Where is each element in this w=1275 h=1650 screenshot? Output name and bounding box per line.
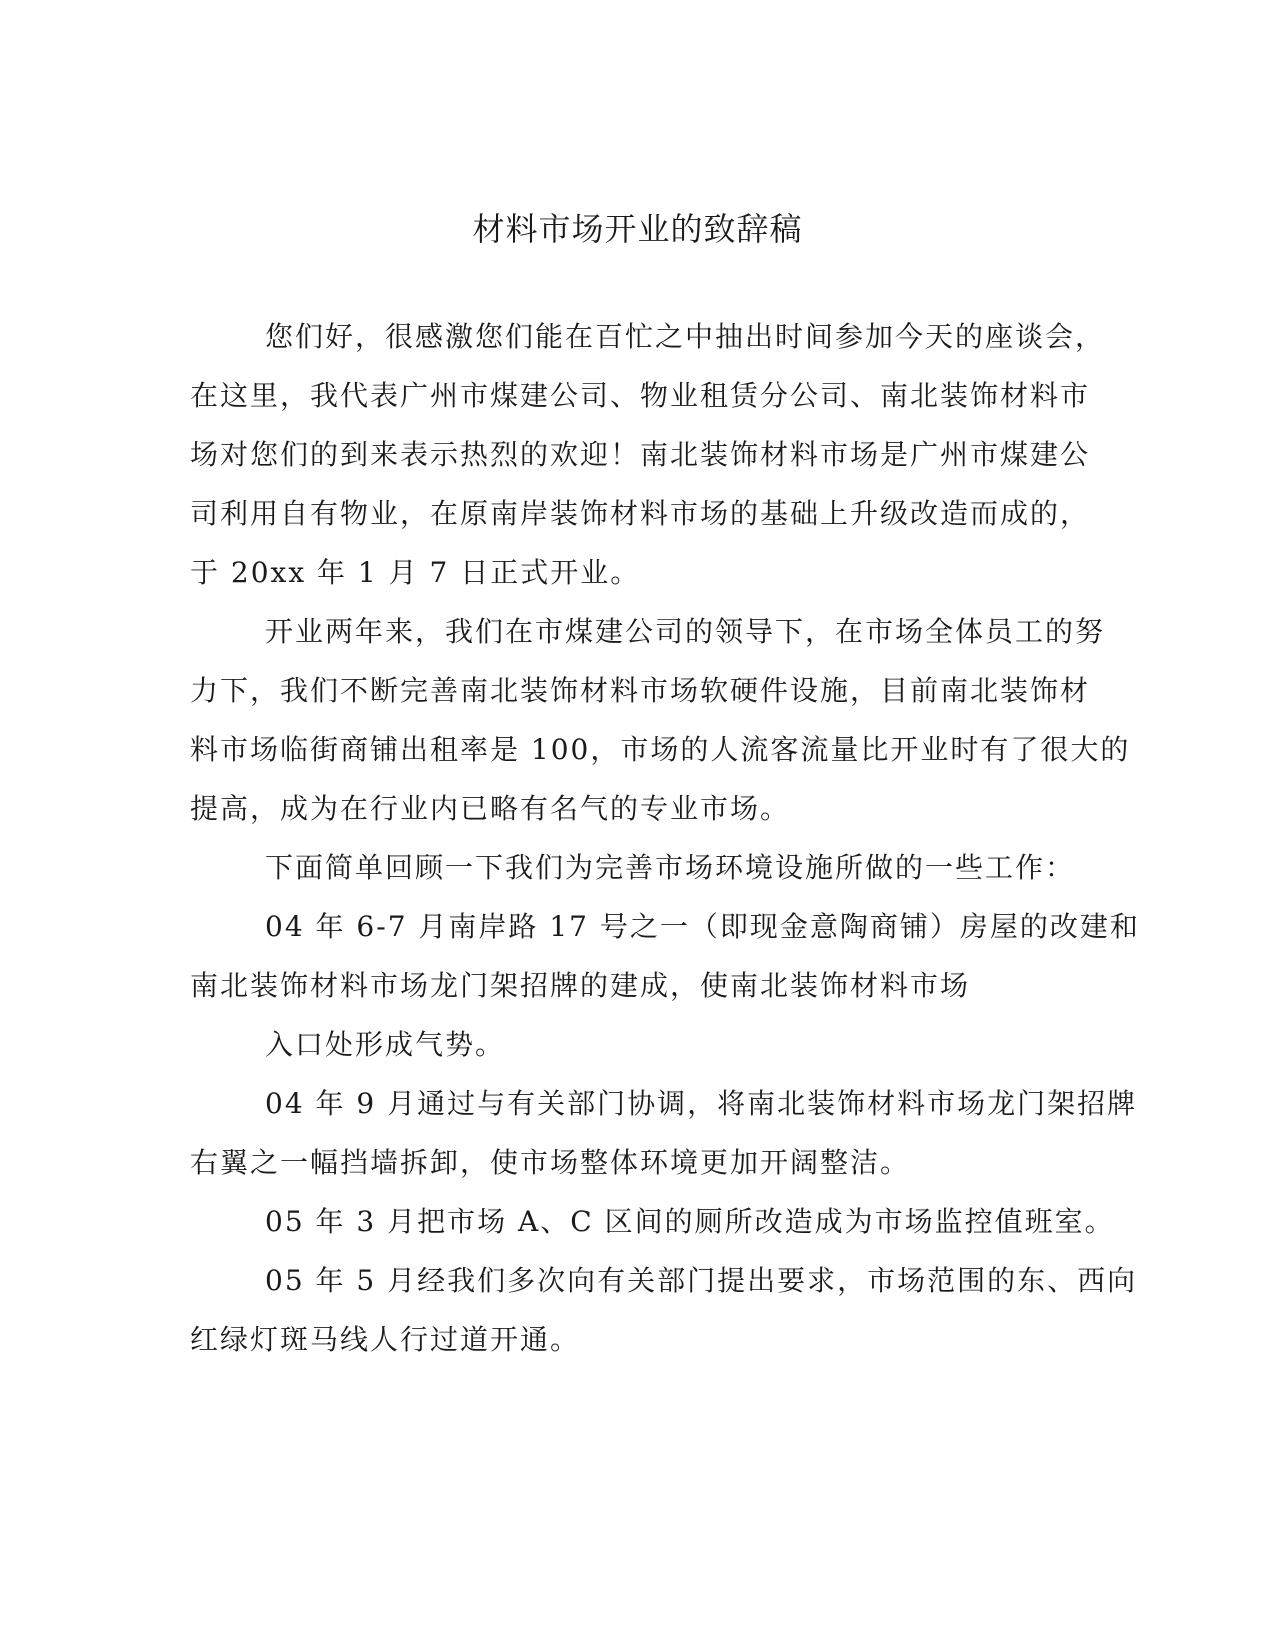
paragraph-2-line-4: 提高，成为在行业内已略有名气的专业市场。 (190, 792, 791, 825)
paragraph-6-line-2: 右翼之一幅挡墙拆卸，使市场整体环境更加开阔整洁。 (190, 1146, 911, 1179)
paragraph-5-line-1: 入口处形成气势。 (265, 1028, 506, 1061)
paragraph-1-line-3: 场对您们的到来表示热烈的欢迎！南北装饰材料市场是广州市煤建公 (190, 438, 1091, 471)
paragraph-1-line-1: 您们好，很感激您们能在百忙之中抽出时间参加今天的座谈会， (265, 320, 1106, 353)
paragraph-4-line-1: 04 年 6-7 月南岸路 17 号之一（即现金意陶商铺）房屋的改建和 (265, 910, 1140, 943)
paragraph-3-line-1: 下面简单回顾一下我们为完善市场环境设施所做的一些工作： (265, 851, 1076, 884)
paragraph-1-line-2: 在这里，我代表广州市煤建公司、物业租赁分公司、南北装饰材料市 (190, 379, 1091, 412)
paragraph-8-line-2: 红绿灯斑马线人行过道开通。 (190, 1323, 581, 1356)
paragraph-1-line-4: 司利用自有物业，在原南岸装饰材料市场的基础上升级改造而成的， (190, 497, 1091, 530)
paragraph-2-line-3: 料市场临街商铺出租率是 100，市场的人流客流量比开业时有了很大的 (190, 733, 1131, 766)
paragraph-1-line-5: 于 20xx 年 1 月 7 日正式开业。 (190, 556, 641, 589)
paragraph-7-line-1: 05 年 3 月把市场 A、C 区间的厕所改造成为市场监控值班室。 (265, 1205, 1115, 1238)
paragraph-6-line-1: 04 年 9 月通过与有关部门协调，将南北装饰材料市场龙门架招牌 (265, 1087, 1138, 1120)
document-title: 材料市场开业的致辞稿 (472, 210, 803, 248)
paragraph-2-line-2: 力下，我们不断完善南北装饰材料市场软硬件设施，目前南北装饰材 (190, 674, 1091, 707)
paragraph-2-line-1: 开业两年来，我们在市煤建公司的领导下，在市场全体员工的努 (265, 615, 1106, 648)
paragraph-8-line-1: 05 年 5 月经我们多次向有关部门提出要求，市场范围的东、西向 (265, 1264, 1138, 1297)
paragraph-4-line-2: 南北装饰材料市场龙门架招牌的建成，使南北装饰材料市场 (190, 969, 971, 1002)
